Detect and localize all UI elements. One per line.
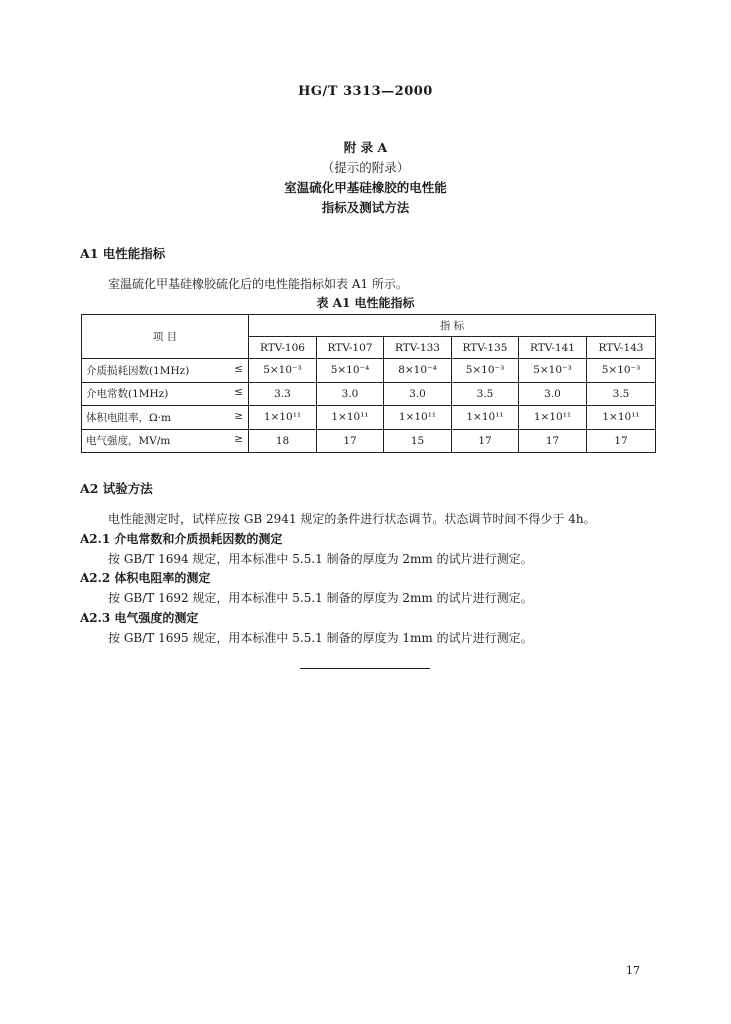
table-cell: 17 [587, 429, 656, 453]
column-header: RTV-141 [519, 337, 587, 359]
comparison-symbol: ≥ [234, 433, 243, 446]
subsection-a2-3-heading: A2.3 电气强度的测定 [80, 611, 199, 625]
table-cell: 1×10¹¹ [384, 406, 452, 430]
subsection-a2-1-text: 按 GB/T 1694 规定，用本标准中 5.5.1 制备的厚度为 2mm 的试片进行测定。 [108, 552, 533, 566]
subsection-a2-2-text: 按 GB/T 1692 规定，用本标准中 5.5.1 制备的厚度为 2mm 的试片进行测定。 [108, 591, 533, 605]
subsection-a2-1-heading: A2.1 介电常数和介质损耗因数的测定 [80, 532, 283, 546]
table-cell: 17 [519, 429, 587, 453]
subsection-a2-2-heading: A2.2 体积电阻率的测定 [80, 571, 211, 585]
table-cell: 3.0 [317, 382, 384, 406]
table-caption: 表 A1 电性能指标 [316, 296, 415, 310]
table-row [82, 359, 656, 383]
table-cell: 1×10¹¹ [317, 406, 384, 430]
table-cell: 1×10¹¹ [587, 406, 656, 430]
table-cell: 5×10⁻³ [587, 359, 656, 383]
table-header-index: 指 标 [249, 315, 656, 337]
table-header-item: 项 目 [82, 315, 249, 359]
column-header: RTV-106 [249, 337, 317, 359]
appendix-note: （提示的附录） [321, 160, 410, 175]
section-a1-heading: A1 电性能指标 [80, 246, 166, 261]
appendix-subject-line2: 指标及测试方法 [321, 200, 410, 215]
appendix-title: 附 录 A [343, 140, 388, 155]
row-label: 介质损耗因数(1MHz) ≤ [82, 359, 249, 383]
table-cell: 18 [249, 429, 317, 453]
section-a2-intro: 电性能测定时，试样应按 GB 2941 规定的条件进行状态调节。状态调节时间不得少于 4h。 [108, 512, 596, 526]
table-cell: 15 [384, 429, 452, 453]
table-cell: 8×10⁻⁴ [384, 359, 452, 383]
section-a1-intro: 室温硫化甲基硅橡胶硫化后的电性能指标如表 A1 所示。 [108, 277, 408, 291]
table-cell: 5×10⁻³ [519, 359, 587, 383]
table-row [82, 382, 656, 406]
column-header: RTV-135 [452, 337, 519, 359]
table-cell: 5×10⁻³ [249, 359, 317, 383]
table-cell: 3.5 [587, 382, 656, 406]
subsection-a2-3-text: 按 GB/T 1695 规定，用本标准中 5.5.1 制备的厚度为 1mm 的试片进行测定。 [108, 631, 533, 645]
table-row [82, 429, 656, 453]
table-cell: 17 [452, 429, 519, 453]
table-cell: 5×10⁻³ [452, 359, 519, 383]
table-cell: 1×10¹¹ [519, 406, 587, 430]
column-header: RTV-107 [317, 337, 384, 359]
table-cell: 5×10⁻⁴ [317, 359, 384, 383]
comparison-symbol: ≥ [234, 409, 243, 422]
comparison-symbol: ≤ [234, 362, 243, 375]
table-cell: 3.0 [519, 382, 587, 406]
end-rule [300, 668, 430, 669]
column-header: RTV-143 [587, 337, 656, 359]
table-cell: 3.3 [249, 382, 317, 406]
section-a2-heading: A2 试验方法 [80, 481, 153, 496]
table-cell: 17 [317, 429, 384, 453]
table-cell: 1×10¹¹ [249, 406, 317, 430]
row-label: 电气强度，MV/m ≥ [82, 429, 249, 453]
electrical-properties-table [81, 314, 656, 453]
table-cell: 3.5 [452, 382, 519, 406]
page-number: 17 [626, 964, 640, 977]
row-label: 介电常数(1MHz) ≤ [82, 382, 249, 406]
appendix-subject-line1: 室温硫化甲基硅橡胶的电性能 [284, 180, 447, 195]
table-row [82, 406, 656, 430]
document-header: HG/T 3313—2000 [298, 84, 433, 99]
table-cell: 1×10¹¹ [452, 406, 519, 430]
row-label: 体积电阻率，Ω·m ≥ [82, 406, 249, 430]
column-header: RTV-133 [384, 337, 452, 359]
table-cell: 3.0 [384, 382, 452, 406]
comparison-symbol: ≤ [234, 386, 243, 399]
